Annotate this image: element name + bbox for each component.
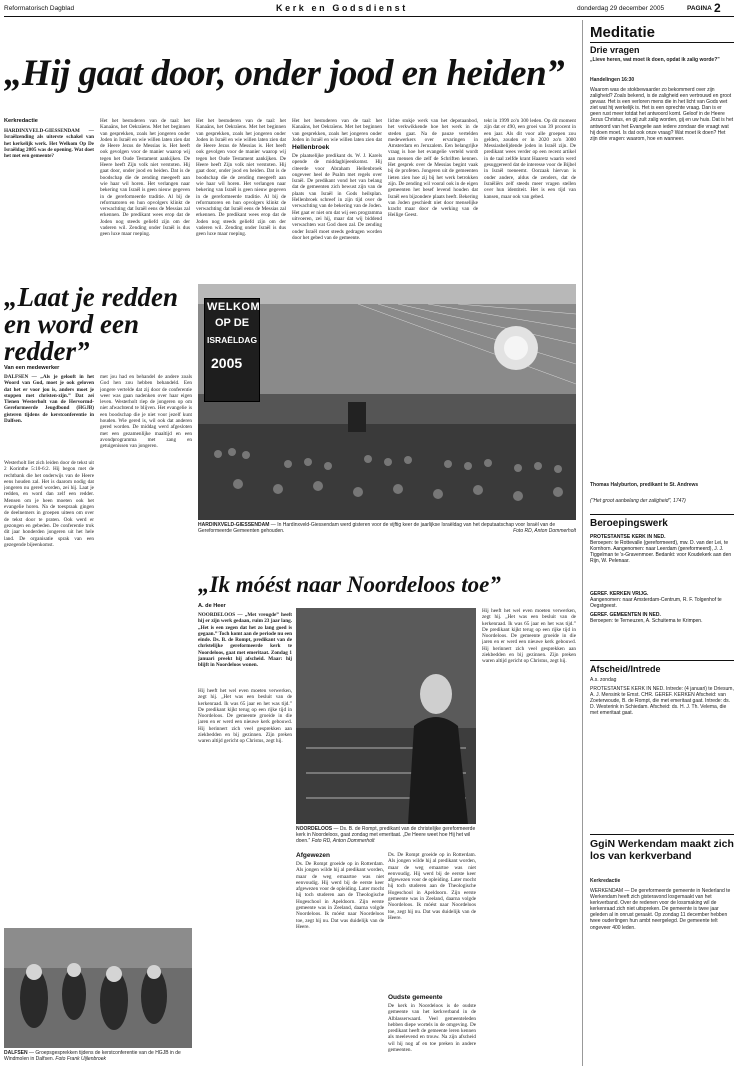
dalfsen-photo-credit: Foto Frank Uijlenbroek [55,1056,106,1062]
afscheid-rule [590,660,734,661]
meditation-note: ("Het groot aanbelang der zaligheid", 1747) [590,498,686,504]
beroepingswerk-rule [590,514,734,515]
box-headline: GgiN Werkendam maakt zich los van kerkverband [590,838,734,862]
portrait-illustration [296,608,476,824]
predikant-photo-credit: Foto RD, Anton Dommerholt [311,838,375,844]
denomination-text: Beroepen: te Terneuzen, A. Schuitema te Krimpen. [590,618,703,625]
article-three-body: Hij heeft het wel even moeten verwerken, zegt hij. „Het was een besluit van de kerkenraad. Ik was 65 jaar en het was tijd.” De predikant kijkt terug op een rijke tijd in Noordeloos. De gemeente groeide in die jaren en er werd een nieuwe kerk gebouwd. Hij herinnert zich veel gesprekken aan ziekbedden en bij gezinnen. Zijn preken waren altijd gericht op Christus, zegt hij. [198,688,292,745]
denomination-text: Beroepen: te Rottevalle (gereformeerd), mw. D. van der Lei, te Kornhorn. Aangenomen: naar Leerdam (gereformeerd), J. J. Tiggelman te 's-Gravenmoer. Bedankt: voor Koudekerk aan den Rijn, W. Pelenaar. [590,540,732,565]
page-label: PAGINA [687,5,712,12]
third-column: lichte stukje werk van het depotaanbod, het verkwikkende hoe het werk in de steden gaat. Na de pauze vertelden medewerkers over ervaringen in Amsterdam en Jeruzalem. Een belangrijke vraag is hoe het evangelie verteld wordt aan mensen die zelf de Schriften kennen. Het gesprek over de Messias begint vaak bij de profeten. Jongeren uit de gemeenten lieten zien hoe zij bij het werk betrokken zijn. De zending wil vooral ook in de eigen gemeenten het besef levend houden dat Israël een bijzondere plaats heeft. Bekering van Joden geschiedt niet door menselijke kracht maar door de werking van de Heilige Geest. [388,118,478,219]
article-two-headline: „Laat je redden en word een redder” [4,282,178,366]
box-body: WERKENDAM — De gereformeerde gemeente in Nederland te Werkendam heeft zich gisteravond losgemaakt van het kerkverband. Over de redenen voor de lossmaking wil de kerkenraad zich niet uitspreken. De gemeente is twee jaar geleden al in onrust geraakt. Op zondag 11 december hebben twee ouderlingen hun ambt neergelegd. De gemeente telt ongeveer 400 leden. [590,888,731,931]
hellenbroek-subhead: Hellenbroek [292,144,330,151]
main-photo-caption: HARDINXVELD-GIESSENDAM — In Hardinxveld-Giessendam werd gisteren voor de vijftig keer de jaarlijkse Israëldag van het deputaatschap voor Israël van de Gereformeerde Gemeenten gehouden. Foto RD, Anton Dommerholt [198,522,576,534]
hellenbroek-body: De plaatselijke predikant ds. W. J. Karels opende de middagbijeenkomst. Hij citeerde voor Abraham Hellenbroek ongeveer heel de Psalm met regels over Israël. De predikant vond het van belang dat de gemeenten zich bewust zijn van de plaats van Israël in Gods heilsplan. Hellenbroek schreef in zijn tijd over de verwachting van de bekering van de Joden. Het gaat er niet om dat wij een programma uitvoeren, zei hij, maar dat wij biddend verwachten wat God doen zal. De zending onder Israël moet steeds gedragen worden door het gebed van de gemeente. [292,153,382,241]
afscheid-title: Afscheid/Intrede [590,664,661,674]
afgewezen-subhead: Afgewezen [296,852,330,859]
predikant-photo-place: NOORDELOOS [296,826,333,832]
main-body: Het het bestuderen van de taal: het Kanaäns, het Oekraïens. Met het beginnen van gesprekken, zoals het jongeren onder Joden in Israël en wie willen laten zien dat de Heere Jezus de Messias is. Het heeft ook gevolgen voor de manier waarop wij tegen het Oude Testament aankijken. De Heere heeft Zijn volk niet verstoten. Hij gaat door, onder jood en heiden. Dat is de boodschap die de zending meegeeft aan wie haar wil horen. Het verlangen naar bekering van Israël is geen nieuw gegeven in de gereformeerde traditie. Al bij de reformatoren en hun opvolgers klinkt de verwachting dat Israël eens de Messias zal erkennen. De predikant wees erop dat de Joden nog steeds geliefd zijn om der vaderen wil. Zending onder Israël is dus geen luxe maar roeping. [100,118,190,238]
beroepingswerk-list [590,534,734,654]
header-rule [4,16,734,17]
article-two-body-b: met jou had en behandel de andere zoals God hen zou hebben behandeld. Een jongere vertelde dat zij door de conferentie weer was gaan nadenken over haar eigen leven. Westerholt riep de jongeren op om niet afwachtend te blijven. Het evangelie is een boodschap die je niet voor jezelf kunt houden. Wie gered is, wil ook dat anderen gered worden. De middag werd afgesloten met een gezamenlijke maaltijd en een avondprogramma met zang en getuigenissen van jongeren. [100,374,192,450]
article-three-lead: NOORDELOOS — „Met vreugde” heeft hij er zijn werk gedaan, ruim 23 jaar lang. „Het is een zegen dat het zo lang goed is gegaan.” Toch komt aan de periode nu een einde. Ds. B. de Rompt, predikant van de christelijke gereformeerde kerk te Noordeloos, gaat met emeritaat. Zondag 1 januari preekt hij afscheid. Maar: hij blijft in Noordeloos wonen. [198,612,292,669]
beroepingswerk-title: Beroepingswerk [590,518,668,529]
group-illustration [4,928,192,1048]
article-three-col4: Hij heeft het wel even moeten verwerken, zegt hij. „Het was een besluit van de kerkenraad. Ik was 65 jaar en het was tijd.” De predikant kijkt terug op een rijke tijd in Noordeloos. De gemeente groeide in die jaren en er werd een nieuwe kerk gebouwd. Hij herinnert zich veel gesprekken aan ziekbedden en bij gezinnen. Zijn preken waren altijd gericht op Christus, zegt hij. [482,608,576,665]
afscheid-body: PROTESTANTSE KERK IN NED. Intrede: (4 januari) te Driesum, A. J. Mensink te Emst. CHR. GEREF. KERKEN Afscheid: van Zoeterwoude, B. de Rompt, die met emeritaat gaat. Intrede: ds. D. Westerink in Schiedam. Afscheid: ds. H. J. Th. Velema, die met emeritaat gaat. [590,686,734,717]
denomination-entry [590,612,734,624]
meditation-body: Waarom was de stokbewaarder zo bekommerd over zijn zaligheid? Zoals bekend, is de zaligheid een vertrouwd en groot gevaar. Het is een verloren mens die in het licht van Gods wet ziet wat hij werkelijk is. Het is een oprechte vraag. Dan is er geen rust meer totdat het antwoord komt. Geloof in de Heere Jezus Christus, en gij zult zalig worden, gij en uw huis. Dat is het antwoord van het Evangelie aan iedere zondaar die vraagt wat hij doen moet. Is dat ook onze vraag? Wat moet ik doen? Het zijn drie vragen: waarom, hoe en wanneer. [590,87,734,142]
sidebar-divider [582,20,583,1066]
article-three-col3 [388,852,476,1066]
predikant-photo [296,608,476,824]
main-photo-credit: Foto RD, Anton Dommerholt [513,528,576,534]
publication-name: Reformatorisch Dagblad [4,5,75,12]
afscheid-byline: A.s. zondag [590,677,617,683]
meditation-quote: „Lieve heren, wat moet ik doen, opdat ik zalig worde?” [590,57,720,63]
issue-date: donderdag 29 december 2005 [577,5,665,12]
main-photo-caption-text: In Hardinxveld-Giessendam werd gisteren voor de vijftig keer de jaarlijkse Israëldag van het deputaatschap voor Israël van de Gereformeerde Gemeenten gehouden. [198,522,556,534]
afgewezen-body: Ds. De Rompt groeide op in Rotterdam. Als jongen wilde hij al predikant worden, maar de weg ernaartoe was niet eenvoudig. Hij werd bij de eerste keer afgewezen voor de opleiding. Later mocht hij toch studeren aan de Theologische Hogeschool in Apeldoorn. Zijn eerste gemeente was in Zeeland, daarna volgde Noordeloos. Ik móést naar Noordeloos toe, zegt hij nu. Dat was duidelijk van de Heere. [296,861,384,930]
dalfsen-photo [4,928,192,1048]
predikant-photo-caption: NOORDELOOS — Ds. B. de Rompt, predikant van de christelijke gereformeerde kerk in Noordeloos, gaat zondag met emeritaat. „De Heere weet hoe Hij het wil doen.” Foto RD, Anton Dommerholt [296,826,476,844]
denomination-name: GEREF. GEMEENTEN IN NED. [590,612,661,619]
denomination-name: GEREF. KERKEN VRIJG. [590,591,649,597]
denomination-name: PROTESTANTSE KERK IN NED. [590,534,666,540]
banner-line-3: ISRAËLDAG [207,335,258,345]
meditation-heading: Drie vragen [590,45,640,55]
denomination-entry [590,591,734,609]
article-two-byline: Van een medewerker [4,365,60,371]
dalfsen-photo-place: DALFSEN [4,1050,28,1056]
sidebar-title: Meditatie [590,24,656,41]
main-kicker: Kerkredactie [4,118,38,124]
article-two-body: Westerholt liet zich leiden door de tekst uit 2 Korinthe 5:10-6:2. Hij begon met de rechtbank die het onderwijs van de Heere eens houden zal. Het is daarom nodig dat jongeren nu gered worden, zei hij. Laat je redden, en word dan zelf een redder. Mensen om je heen moeten ook het evangelie horen. Na de toespraak gingen de deelnemers in groepen uiteen om over de tekst door te praten. Ook werd er gezongen en gebeden. De conferentie trok dit jaar honderden jongeren uit het hele land. De organisatie sprak van een gezegende bijeenkomst. [4,460,94,548]
article-three-body-3: Ds. De Rompt groeide op in Rotterdam. Als jongen wilde hij al predikant worden, maar de weg ernaartoe was niet eenvoudig. Hij werd bij de eerste keer afgewezen voor de opleiding. Later mocht hij toch studeren aan de Theologische Hogeschool in Apeldoorn. Zijn eerste gemeente was in Zeeland, daarna volgde Noordeloos. Ik móést naar Noordeloos toe, zegt hij nu. Dat was duidelijk van de Heere. [388,852,476,921]
dalfsen-photo-caption: DALFSEN — Groepsgesprekken tijdens de kerstconferentie van de HGJB in de Windmolen in Dalfsen. Foto Frank Uijlenbroek [4,1050,181,1062]
article-three-headline: „Ik móést naar Noordeloos toe” [198,572,501,597]
denomination-entry [590,534,734,588]
main-photo-place: HARDINXVELD-GIESSENDAM [198,522,270,528]
main-headline: „Hij gaat door, onder jood en heiden” [4,53,565,94]
hellenbroek-column [292,118,382,276]
oudste-body: De kerk in Noordeloos is de oudste gemeente van het kerkverband in de Alblasserwaard. Veel gemeenteleden hebben diepe wortels in de omgeving. De predikant heeft de gemeente leren kennen als meelevend en trouw. Na zijn afscheid wil hij nog af en toe preken in andere gemeenten. [388,1003,476,1054]
welcome-banner [204,298,260,402]
oudste-subhead: Oudste gemeente [388,994,443,1001]
meditation-author: Thomas Halyburton, predikant te St. Andrews [590,482,699,488]
banner-line-4: 2005 [211,355,243,371]
dalfsen-caption-text: Groepsgesprekken tijdens de kerstconferentie van de HGJB in de Windmolen in Dalfsen. [4,1050,181,1062]
box-rule [590,834,734,835]
section-title: Kerk en Godsdienst [276,3,408,13]
sidebar-title-rule [590,42,734,43]
fourth-column: tekt in 1999 zo'n 300 leden. Op dit moment zijn dat er 490, een groei van 39 procent in een jaar. Als dit voor alle groepen zou gelden, zouden er in 2020 zo'n 3000 Messiasbelijdende joden in Israël zijn. De predikant wees verder op een recent artikel in de taal zelfde krant Haaretz waarin werd gesuggereerd dat de interesse voor de Bijbel in Israël toeneemt. Oorzaak hiervan is onder andere, aldus de zenders, dat de Israëliërs zelf steeds meer vragen stellen over hun identiteit. Het is een tijd van kansen, maar ook van gebed. [484,118,576,200]
article-three-byline: A. de Heer [198,603,226,609]
predikant-caption-text: Ds. B. de Rompt, predikant van de christelijke gereformeerde kerk in Noordeloos, gaat zondag met emeritaat. „De Heere weet hoe Hij het wil doen.” [296,826,476,844]
hellenbroek-body-top: Het het bestuderen van de taal: het Kanaäns, het Oekraïens. Met het beginnen van gesprekken, zoals het jongeren onder Joden in Israël en wie willen laten zien dat [292,118,382,142]
main-body-2: Het het bestuderen van de taal: het Kanaäns, het Oekraïens. Met het beginnen van gesprekken, zoals het jongeren onder Joden in Israël en wie willen laten zien dat de Heere Jezus de Messias is. Het heeft ook gevolgen voor de manier waarop wij tegen het Oude Testament aankijken. De Heere heeft Zijn volk niet verstoten. Hij gaat door, onder jood en heiden. Dat is de boodschap die de zending meegeeft aan wie haar wil horen. Het verlangen naar bekering van Israël is geen nieuw gegeven in de gereformeerde traditie. Al bij de reformatoren en hun opvolgers klinkt de verwachting dat Israël eens de Messias zal erkennen. De predikant wees erop dat de Joden nog steeds geliefd zijn om der vaderen wil. Zending onder Israël is dus geen luxe maar roeping. [196,118,286,238]
box-byline: Kerkredactie [590,878,621,884]
banner-line-2: OP DE [215,317,250,329]
main-lead: HARDINXVELD-GIESSENDAM — Israëlzending als uiterste schakel van het kerkelijk werk. Het Welkom Op De Israëldag 2005 was de opening. Wat doet het met een gemeente? [4,128,94,160]
page-number: 2 [714,1,721,15]
israeldag-photo [198,284,576,520]
meditation-reference: Handelingen 16:30 [590,77,635,83]
banner-line-1: WELKOM [207,301,261,313]
article-two-lead: DALFSEN — „Als je gelooft in het Woord van God, moet je ook geloven dat het er voor jou is, anders moet je stoppen met christen-zijn.” Dat zei Tienen Westerholt van de Hervormd-Gereformeerde Jeugdbond (HGJB) gisteren tijdens de kerstconferentie in Dalfsen. [4,374,94,425]
denomination-text: Aangenomen: naar Amsterdam-Centrum, R. F. Tolgenhof te Oegstgeest. [590,597,722,610]
article-three-col2 [296,852,384,1066]
